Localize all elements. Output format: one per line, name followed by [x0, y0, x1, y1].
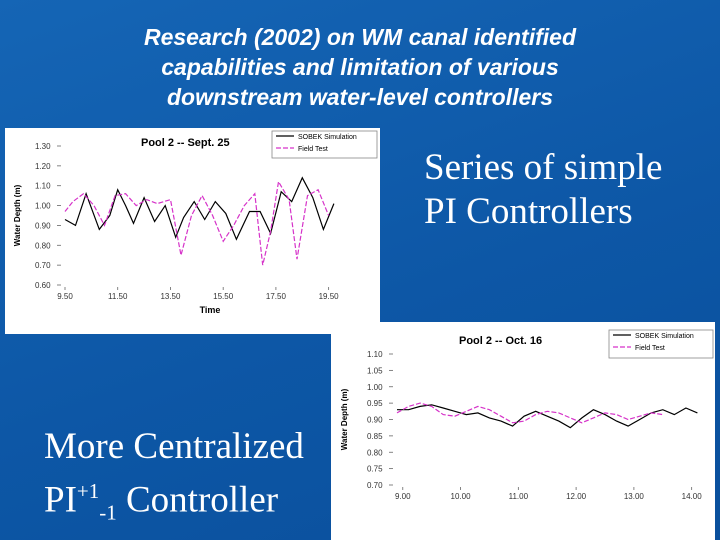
- chart2-xtick-label: 11.00: [508, 492, 529, 501]
- chart2-ytick-label: 1.00: [367, 382, 383, 392]
- chart1-ylabel: Water Depth (m): [13, 184, 22, 247]
- chart2-xtick-label: 12.00: [566, 492, 587, 501]
- chart1-ytick-label: 1.10: [35, 181, 51, 191]
- chart1-ytick-label: 0.80: [35, 241, 51, 251]
- chart2-legend-label: SOBEK Simulation: [635, 333, 694, 340]
- chart1-xlabel: Time: [199, 305, 221, 315]
- caption-centralized-line-2: [44, 469, 304, 535]
- caption-centralized-line-1: More Centralized: [44, 426, 304, 467]
- chart1-legend-label: Field Test: [298, 146, 328, 153]
- chart2-ytick-label: 1.10: [367, 350, 383, 359]
- chart1-xtick-label: 15.50: [213, 292, 234, 301]
- slide-title: [40, 22, 680, 112]
- chart1-legend-label: SOBEK Simulation: [298, 134, 357, 141]
- chart1-ytick-label: 1.20: [35, 161, 51, 171]
- caption-simple-pi: [424, 146, 662, 234]
- chart2-ytick-label: 0.70: [367, 481, 383, 490]
- chart1-title: Pool 2 -- Sept. 25: [141, 137, 230, 149]
- chart-oct-16-svg: [331, 322, 715, 540]
- caption-controller: Controller: [116, 479, 279, 521]
- chart1-ytick-label: 1.00: [35, 201, 51, 211]
- chart1-ytick-label: 1.30: [35, 142, 51, 151]
- chart-sept-25-svg: [5, 128, 380, 334]
- chart2-xtick-label: 10.00: [450, 492, 471, 501]
- chart1-xtick-label: 11.50: [108, 292, 128, 301]
- chart-sept-25: [5, 128, 380, 334]
- chart2-xtick-label: 13.00: [623, 492, 644, 501]
- title-line-1: Research (2002) on WM canal identified: [143, 24, 576, 50]
- caption-simple-pi-line-2: PI Controllers: [424, 191, 633, 232]
- chart2-xtick-label: 14.00: [681, 492, 702, 501]
- chart1-ytick-label: 0.90: [35, 221, 51, 231]
- chart-oct-16: [331, 322, 715, 540]
- chart2-ytick-label: 0.90: [367, 415, 383, 425]
- chart2-ytick-label: 0.75: [367, 464, 383, 474]
- caption-pi-sup: +1: [76, 479, 100, 503]
- caption-pi-sub: -1: [99, 500, 117, 525]
- caption-simple-pi-line-1: Series of simple: [424, 147, 663, 188]
- chart1-xtick-label: 13.50: [160, 292, 181, 301]
- chart2-ylabel: Water Depth (m): [340, 388, 349, 451]
- caption-pi: PI: [44, 479, 77, 521]
- chart1-xtick-label: 9.50: [57, 292, 73, 301]
- chart1-xtick-label: 19.50: [318, 292, 339, 301]
- chart2-title: Pool 2 -- Oct. 16: [459, 335, 543, 347]
- caption-centralized-pi: [44, 425, 304, 535]
- chart2-xtick-label: 9.00: [394, 492, 411, 501]
- chart2-ytick-label: 0.85: [367, 431, 383, 441]
- chart2-ytick-label: 1.05: [367, 366, 383, 376]
- chart1-ytick-label: 0.70: [35, 261, 51, 271]
- chart1-xtick-label: 17.50: [265, 292, 286, 301]
- chart2-ytick-label: 0.95: [367, 399, 383, 409]
- title-line-2: capabilities and limitation of various: [161, 54, 559, 80]
- chart2-legend-label: Field Test: [635, 345, 665, 352]
- title-line-3: downstream water-level controllers: [166, 84, 553, 110]
- chart1-ytick-label: 0.60: [35, 281, 51, 290]
- chart2-ytick-label: 0.80: [367, 448, 383, 458]
- chart2-series-sobek-line: [397, 405, 697, 428]
